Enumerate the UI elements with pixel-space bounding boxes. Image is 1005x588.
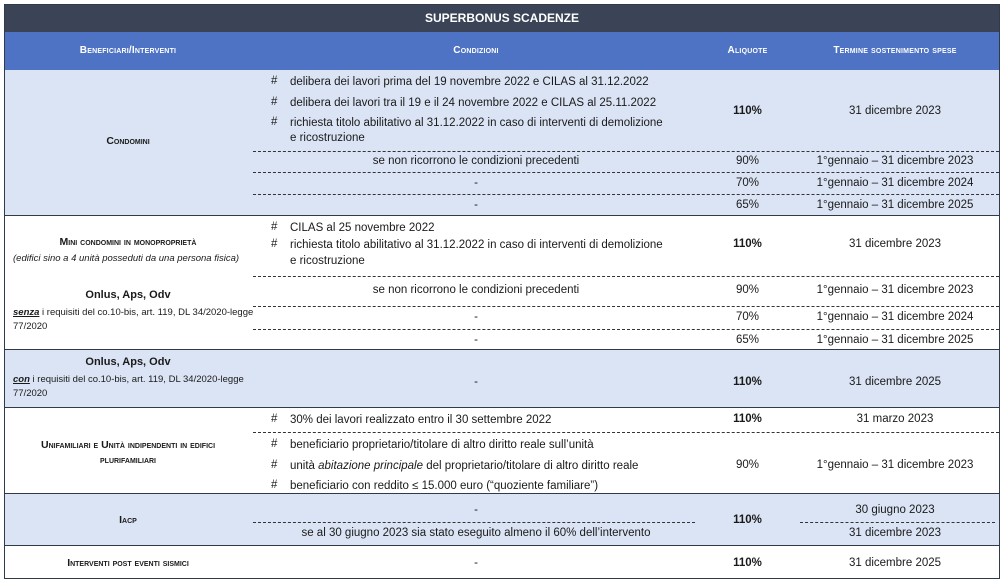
bullet-mark: # (271, 221, 278, 233)
unifam-row1-cond: 30% dei lavori realizzato entro il 30 settembre 2022 (290, 414, 552, 426)
unifam-bullet-3: beneficiario con reddito ≤ 15.000 euro (“quoziente familiare”) (290, 480, 599, 492)
condomini-row1-cond: se non ricorrono le condizioni precedenti (372, 155, 580, 167)
con-word: con (13, 374, 30, 385)
condomini-bullet-2: delibera dei lavori tra il 19 e il 24 novembre 2022 e CILAS al 25.11.2022 (290, 97, 657, 109)
bullet-mark: # (271, 413, 278, 425)
mini-note: (edifici sino a 4 unità posseduti da una persona fisica) (13, 253, 240, 264)
bullet-mark: # (271, 238, 278, 250)
section-condomini (5, 70, 999, 215)
sismici-label: Interventi post eventi sismici (67, 557, 189, 569)
header-termine: Termine sostenimento spese (833, 45, 957, 56)
section-onlus (5, 349, 999, 408)
section-mini-condomini (5, 215, 999, 350)
unifam-row1-aliq: 110% (733, 413, 762, 425)
condomini-row1-term: 1°gennaio – 31 dicembre 2023 (816, 155, 974, 167)
unifam-aliq: 90% (735, 459, 760, 471)
condomini-termine-main: 31 dicembre 2023 (848, 105, 942, 117)
header-aliquote: Aliquote (727, 45, 768, 56)
row-divider (253, 172, 999, 173)
onlus-cond: - (474, 376, 478, 388)
iacp-label: Iacp (119, 514, 137, 526)
row-divider (253, 306, 999, 307)
condomini-label: Condomini (106, 135, 150, 147)
mini-row3-cond: - (474, 334, 478, 346)
section-unifamiliari (5, 407, 999, 494)
unifam-b2-em: abitazione principale (318, 460, 423, 472)
unifam-term: 1°gennaio – 31 dicembre 2023 (816, 459, 974, 471)
bullet-mark: # (271, 116, 278, 128)
mini-bullet-2-cont: e ricostruzione (290, 255, 365, 267)
onlus-con-req (5, 373, 267, 401)
condomini-row3-cond: - (474, 199, 478, 211)
section-sismici (5, 545, 999, 579)
row-divider (253, 194, 999, 195)
mini-termine-main: 31 dicembre 2023 (848, 238, 942, 250)
mini-bullet-1: CILAS al 25 novembre 2022 (290, 222, 435, 234)
iacp-term2: 31 dicembre 2023 (848, 527, 942, 539)
bullet-mark: # (271, 438, 278, 450)
mini-row1-cond: se non ricorrono le condizioni precedenti (372, 284, 580, 296)
mini-row1-aliq: 90% (735, 284, 760, 296)
condomini-row2-cond: - (474, 177, 478, 189)
condomini-bullet-3-cont: e ricostruzione (290, 132, 365, 144)
unifam-bullet-1: beneficiario proprietario/titolare di altro diritto reale sull’unità (290, 439, 594, 451)
iacp-aliq: 110% (733, 514, 762, 526)
condomini-row1-aliq: 90% (735, 155, 760, 167)
sismici-cond: - (474, 557, 478, 569)
mini-row3-aliq: 65% (735, 334, 760, 346)
condomini-bullet-1: delibera dei lavori prima del 19 novembre 2022 e CILAS al 31.12.2022 (290, 76, 649, 88)
iacp-cond1: - (474, 504, 478, 516)
senza-word: senza (13, 307, 40, 318)
bullet-mark: # (271, 459, 278, 471)
mini-bullet-2: richiesta titolo abilitativo al 31.12.2022 in caso di interventi di demolizione (290, 239, 663, 251)
row-divider (253, 151, 999, 152)
mini-onlus-label: Onlus, Aps, Odv (85, 289, 171, 301)
condomini-aliquota-main: 110% (733, 105, 762, 117)
condomini-row3-term: 1°gennaio – 31 dicembre 2025 (816, 199, 974, 211)
sismici-term: 31 dicembre 2025 (848, 557, 942, 569)
bullet-mark: # (271, 75, 278, 87)
mini-label: Mini condomini in monoproprietà (59, 236, 197, 248)
header-condizioni: Condizioni (453, 45, 499, 56)
row-divider (253, 522, 695, 523)
unifam-b2-pre: unità (290, 460, 319, 472)
bullet-mark: # (271, 479, 278, 491)
onlus-term: 31 dicembre 2025 (848, 376, 942, 388)
section-iacp (5, 493, 999, 546)
mini-aliquota-main: 110% (733, 238, 762, 250)
unifam-row1-term: 31 marzo 2023 (856, 413, 934, 425)
row-divider (253, 432, 999, 433)
header-beneficiari: Beneficiari/Interventi (79, 45, 177, 56)
iacp-cond2: se al 30 giugno 2023 sia stato eseguito almeno il 60% dell’intervento (301, 527, 651, 539)
mini-row2-cond: - (474, 311, 478, 323)
mini-senza-req (5, 306, 267, 334)
mini-row1-term: 1°gennaio – 31 dicembre 2023 (816, 284, 974, 296)
row-divider (800, 522, 995, 523)
condomini-bullet-3: richiesta titolo abilitativo al 31.12.2022 in caso di interventi di demolizione (290, 117, 663, 129)
condomini-row2-aliq: 70% (735, 177, 760, 189)
mini-row2-aliq: 70% (735, 311, 760, 323)
onlus-label: Onlus, Aps, Odv (85, 356, 171, 368)
table-header (5, 32, 999, 70)
senza-text: i requisiti del co.10-bis, art. 119, DL 34/2020-legge 77/2020 (13, 307, 254, 332)
sismici-aliq: 110% (733, 557, 762, 569)
row-divider (253, 329, 999, 330)
table-title: SUPERBONUS SCADENZE (5, 5, 999, 32)
row-divider (253, 276, 999, 277)
superbonus-table (4, 4, 1000, 579)
unifam-bullet-2 (290, 459, 638, 474)
mini-row2-term: 1°gennaio – 31 dicembre 2024 (816, 311, 974, 323)
condomini-row3-aliq: 65% (735, 199, 760, 211)
bullet-mark: # (271, 96, 278, 108)
unifam-b2-post: del proprietario/titolare di altro diritto reale (423, 460, 639, 472)
iacp-term1: 30 giugno 2023 (855, 504, 935, 516)
con-text: i requisiti del co.10-bis, art. 119, DL 34/2020-legge 77/2020 (13, 374, 244, 399)
unifam-label: Unifamiliari e Unità indipendenti in edifici plurifamiliari (40, 439, 216, 466)
mini-row3-term: 1°gennaio – 31 dicembre 2025 (816, 334, 974, 346)
condomini-row2-term: 1°gennaio – 31 dicembre 2024 (816, 177, 974, 189)
onlus-aliq: 110% (733, 376, 762, 388)
